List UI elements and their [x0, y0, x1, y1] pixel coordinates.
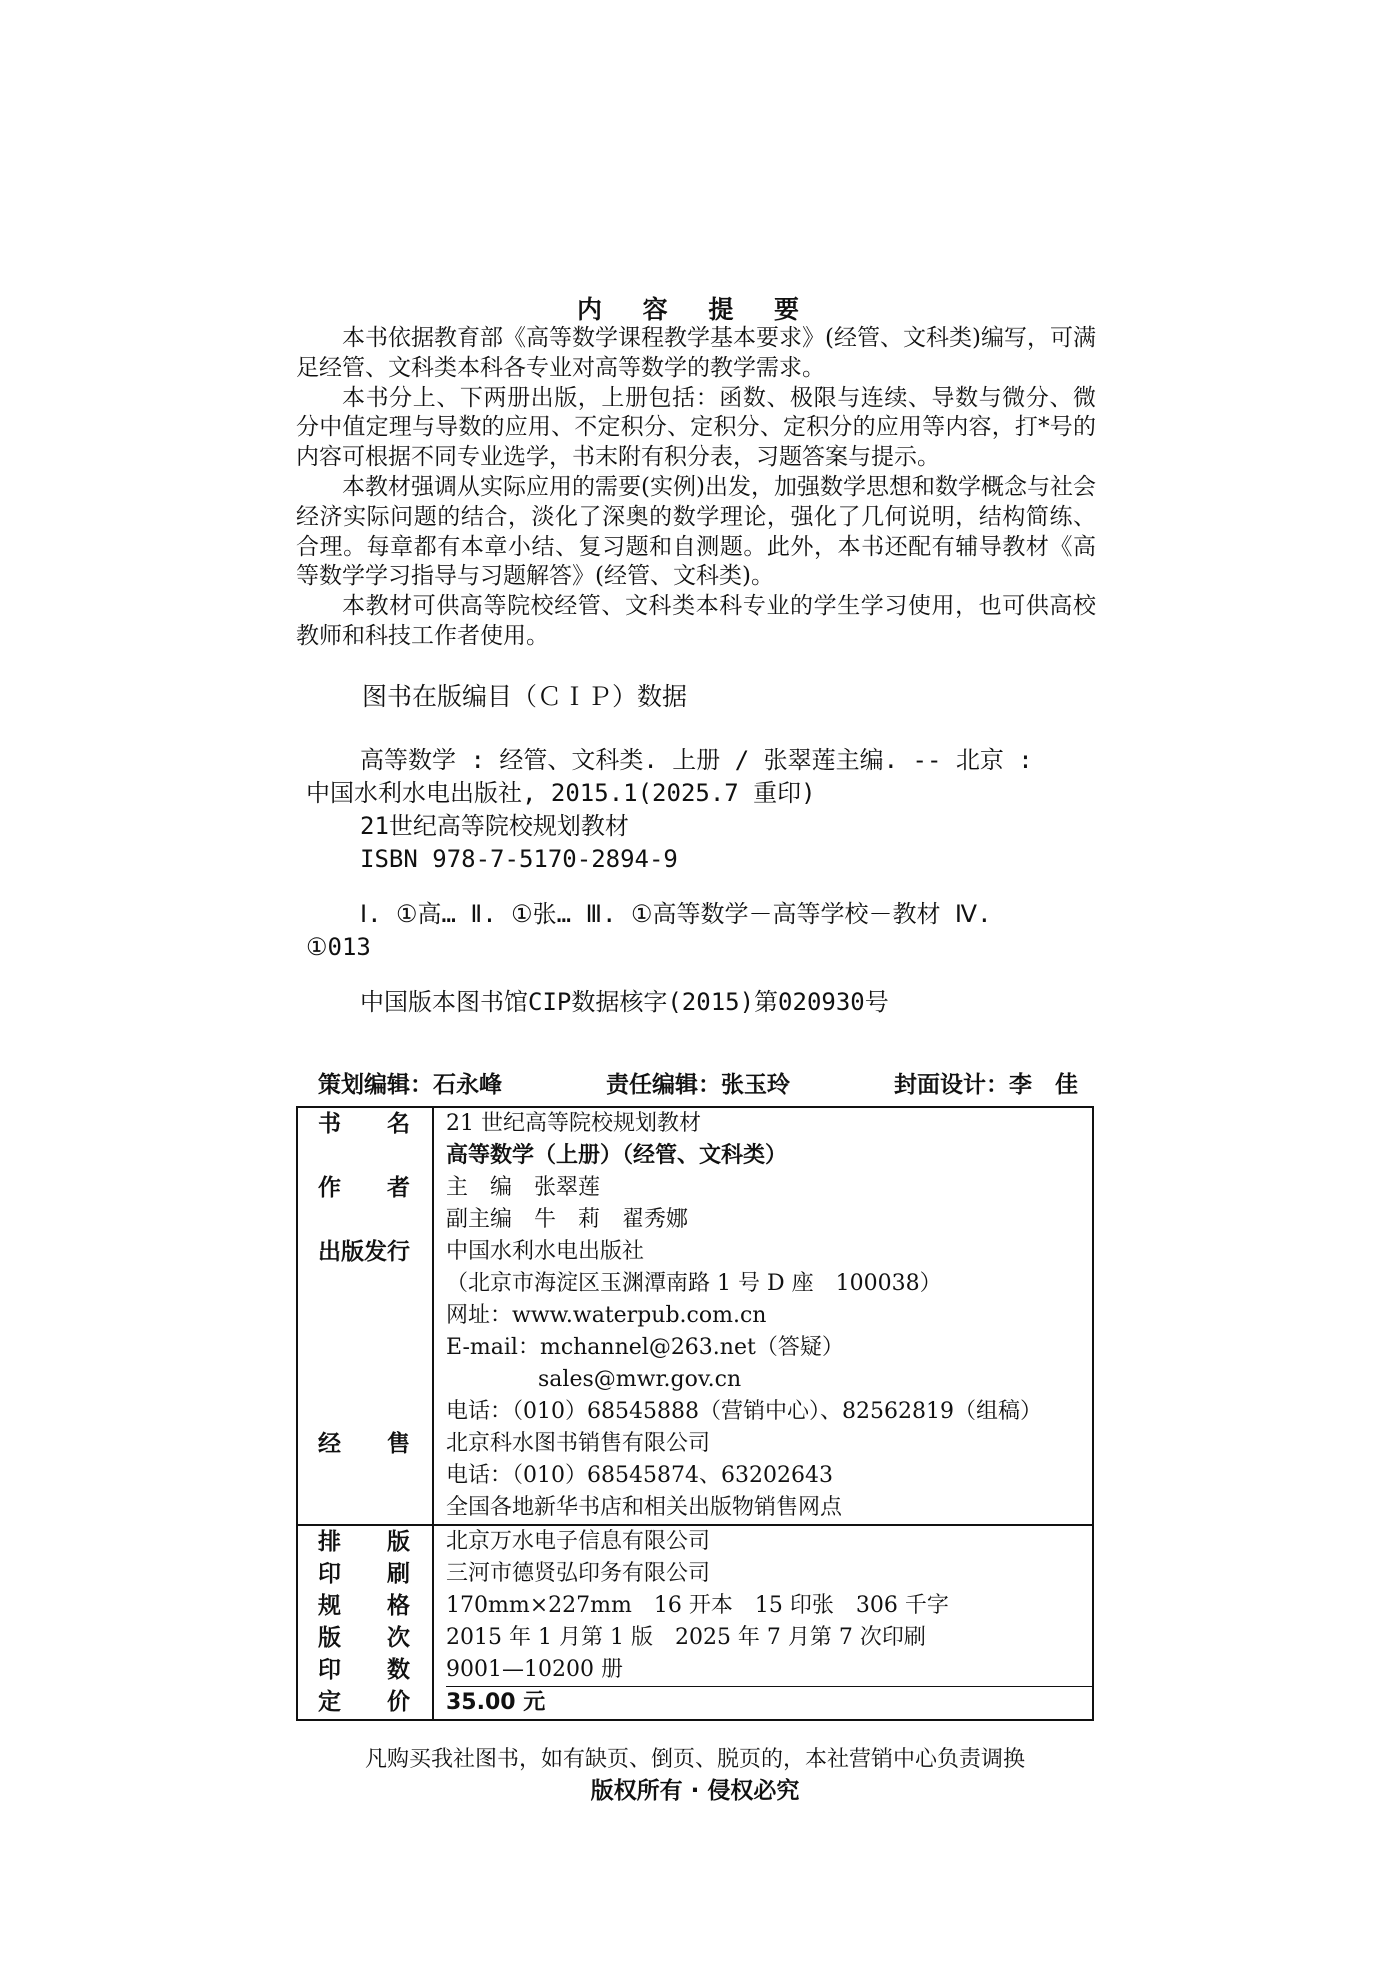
summary-paragraph: 本书依据教育部《高等数学课程教学基本要求》(经管、文科类)编写，可满足经管、文科类本科各专业对高等数学的教学需求。	[296, 325, 1096, 381]
label-edition: 版次	[318, 1625, 410, 1651]
cip-series: 21世纪高等院校规划教材	[360, 812, 629, 840]
chief-editor: 主 编 张翠莲	[446, 1175, 601, 1200]
cip-record: 中国版本图书馆CIP数据核字(2015)第020930号	[360, 988, 889, 1016]
summary-paragraph: 本教材强调从实际应用的需要(实例)出发，加强数学思想和数学概念与社会经济实际问题的结合，淡化了深奥的数学理论，强化了几何说明，结构简练、合理。每章都有本章小结、复习题和自测题。此外，本书还配有辅导教材《高等数学学习指导与习题解答》(经管、文科类)。	[296, 473, 1096, 590]
copyright-notice: 版权所有 · 侵权必究	[590, 1778, 800, 1804]
phone-line-1: 电话：（010）68545888（营销中心）、82562819（组稿）	[446, 1399, 1042, 1424]
print-count-value: 9001—10200 册	[446, 1657, 623, 1682]
responsible-editor: 责任编辑：张玉玲	[606, 1072, 790, 1098]
summary-title: 内 容 提 要	[576, 295, 816, 324]
label-author: 作者	[318, 1175, 410, 1201]
production-labels-column	[297, 1525, 433, 1720]
seller-name: 北京科水图书销售有限公司	[446, 1431, 711, 1456]
label-printing: 印刷	[318, 1561, 410, 1587]
sales-outlets: 全国各地新华书店和相关出版物销售网点	[446, 1495, 843, 1520]
cip-entry: 高等数学 : 经管、文科类. 上册 / 张翠莲主编. -- 北京 : 中国水利水电出版社, 2015.1(2025.7 重印)	[306, 746, 1033, 807]
label-book-name: 书名	[318, 1111, 410, 1137]
info-values-column	[433, 1107, 1093, 1525]
editors-line	[318, 1066, 1078, 1099]
publisher-address: （北京市海淀区玉渊潭南路 1 号 D 座 100038）	[446, 1271, 942, 1296]
label-typesetting: 排版	[318, 1529, 410, 1555]
cip-classification: Ⅰ. ①高… Ⅱ. ①张… Ⅲ. ①高等数学－高等学校－教材 Ⅳ. ①013	[306, 900, 992, 961]
cip-data	[306, 744, 1066, 1019]
price-value: 35.00 元	[446, 1686, 1092, 1719]
typesetting-value: 北京万水电子信息有限公司	[446, 1529, 711, 1554]
label-publisher: 出版发行	[318, 1239, 410, 1265]
spec-value: 170mm×227mm 16 开本 15 印张 306 千字	[446, 1593, 949, 1618]
replacement-notice: 凡购买我社图书，如有缺页、倒页、脱页的，本社营销中心负责调换	[364, 1747, 1025, 1772]
phone-line-2: 电话：（010）68545874、63202643	[446, 1463, 833, 1488]
book-title: 高等数学（上册）（经管、文科类）	[446, 1143, 788, 1168]
cip-isbn: ISBN 978-7-5170-2894-9	[360, 845, 678, 873]
summary-paragraph: 本教材可供高等院校经管、文科类本科专业的学生学习使用，也可供高校教师和科技工作者使用。	[296, 593, 1096, 649]
label-price: 定价	[318, 1689, 410, 1715]
planning-editor: 策划编辑：石永峰	[318, 1072, 502, 1098]
info-labels-column	[297, 1107, 433, 1525]
label-seller: 经售	[318, 1431, 410, 1457]
book-info-table	[296, 1106, 1094, 1721]
book-series: 21 世纪高等院校规划教材	[446, 1111, 701, 1136]
cip-title: 图书在版编目（ＣＩＰ）数据	[362, 682, 688, 711]
email-line-1: E-mail：mchannel@263.net（答疑）	[446, 1335, 844, 1360]
label-spec: 规格	[318, 1593, 410, 1619]
publisher-name: 中国水利水电出版社	[446, 1239, 645, 1264]
website: 网址：www.waterpub.com.cn	[446, 1303, 767, 1328]
label-print-count: 印数	[318, 1657, 410, 1683]
printing-value: 三河市德贤弘印务有限公司	[446, 1561, 711, 1586]
production-values-column	[433, 1525, 1093, 1720]
cover-designer: 封面设计：李 佳	[894, 1072, 1078, 1098]
email-line-2: sales@mwr.gov.cn	[538, 1367, 742, 1392]
summary-paragraph: 本书分上、下两册出版，上册包括：函数、极限与连续、导数与微分、微分中值定理与导数的应用、不定积分、定积分、定积分的应用等内容，打*号的内容可根据不同专业选学，书末附有积分表，习题答案与提示。	[296, 384, 1096, 471]
edition-value: 2015 年 1 月第 1 版 2025 年 7 月第 7 次印刷	[446, 1625, 926, 1650]
deputy-editors: 副主编 牛 莉 翟秀娜	[446, 1207, 689, 1232]
summary-body	[296, 324, 1096, 652]
